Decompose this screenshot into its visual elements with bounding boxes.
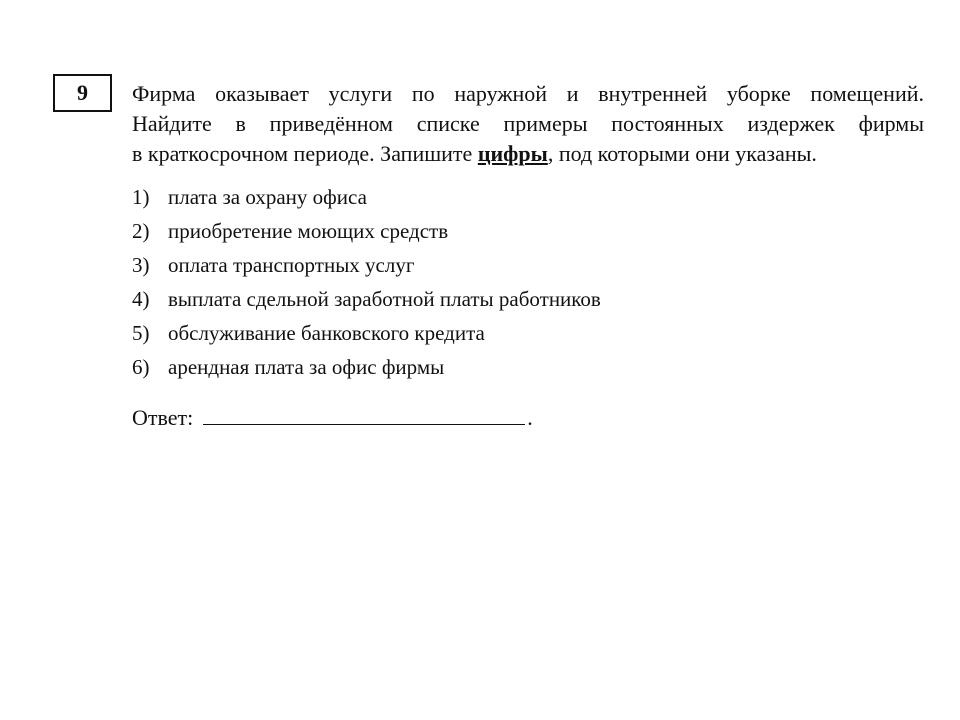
option-number: 1): [132, 184, 150, 209]
option-text: оплата транспортных услуг: [168, 252, 415, 277]
option-text: выплата сдельной заработной платы работников: [168, 286, 601, 311]
option-item: [132, 350, 832, 384]
option-text: обслуживание банковского кредита: [168, 320, 485, 345]
option-item: [132, 248, 832, 282]
option-item: [132, 214, 832, 248]
answer-blank[interactable]: [203, 404, 525, 425]
question-line-1: Фирма оказывает услуги по наружной и внутренней уборке помещений.: [132, 81, 924, 106]
question-line-3-end: , под которыми они указаны.: [547, 141, 817, 166]
option-item: [132, 282, 832, 316]
option-item: [132, 180, 832, 214]
option-number: 6): [132, 354, 150, 379]
answer-period: .: [527, 405, 533, 430]
option-number: 5): [132, 320, 150, 345]
option-text: плата за охрану офиса: [168, 184, 367, 209]
question-line-3-start: в краткосрочном периоде. Запишите: [132, 141, 478, 166]
option-item: [132, 316, 832, 350]
task-number: 9: [77, 80, 88, 105]
answer-label: Ответ:: [132, 405, 194, 430]
task-number-box: [53, 74, 112, 112]
question-text: [132, 79, 924, 169]
question-line-3: [132, 139, 924, 169]
answer-row: [132, 404, 533, 431]
option-number: 2): [132, 218, 150, 243]
question-emphasis: цифры: [477, 141, 548, 166]
options-list: [132, 180, 832, 384]
question-line-2: Найдите в приведённом списке примеры постоянных издержек фирмы: [132, 111, 924, 136]
option-number: 3): [132, 252, 150, 277]
option-text: арендная плата за офис фирмы: [168, 354, 445, 379]
option-number: 4): [132, 286, 150, 311]
option-text: приобретение моющих средств: [168, 218, 449, 243]
